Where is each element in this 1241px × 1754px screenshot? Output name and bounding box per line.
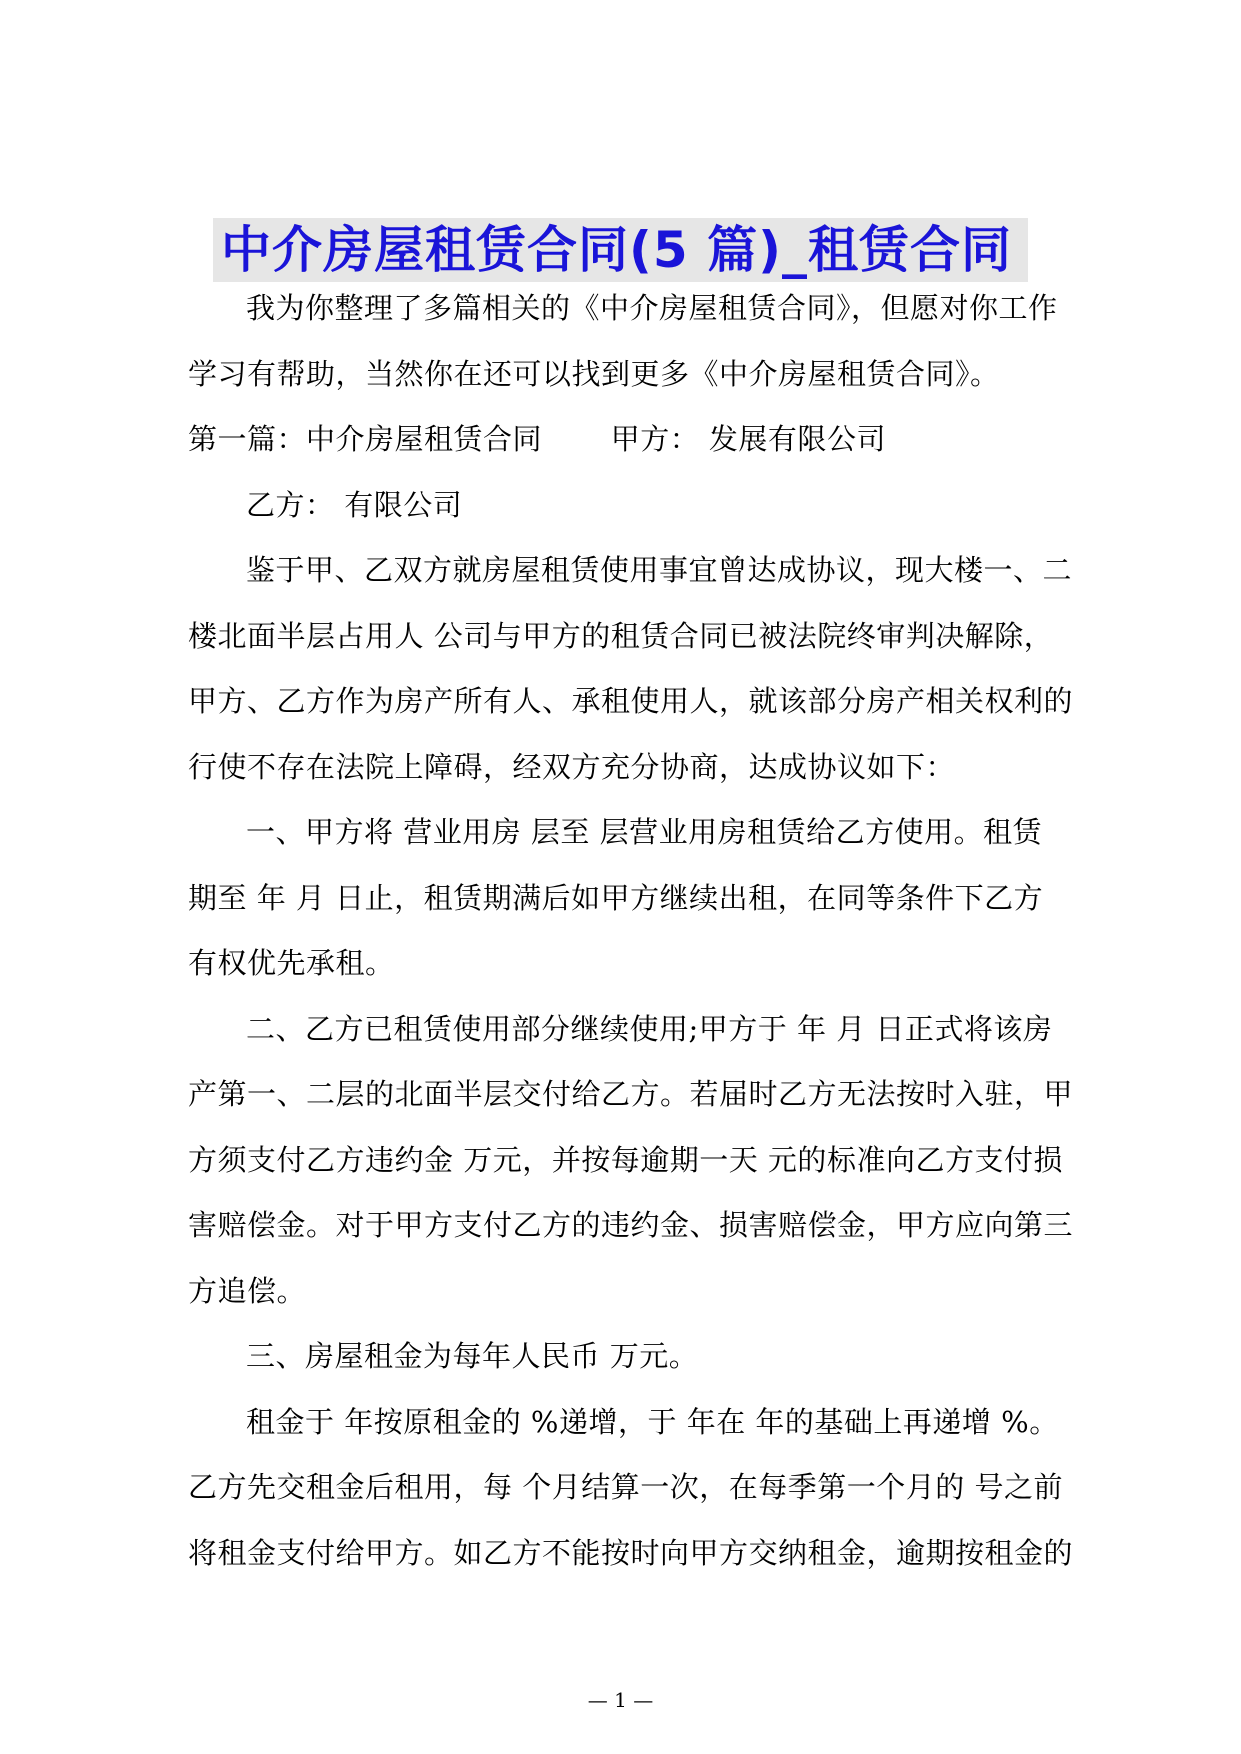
body-line: 鉴于甲、乙双方就房屋租赁使用事宜曾达成协议，现大楼一、二 [246,553,1073,587]
body-line: 三、房屋租金为每年人民币 万元。 [246,1339,699,1373]
body-line: 一、甲方将 营业用房 层至 层营业用房租赁给乙方使用。租赁 [246,815,1043,849]
body-line: 我为你整理了多篇相关的《中介房屋租赁合同》，但愿对你工作 [246,291,1058,325]
body-line: 甲方、乙方作为房产所有人、承租使用人，就该部分房产相关权利的 [188,684,1074,718]
body-line: 学习有帮助，当然你在还可以找到更多《中介房屋租赁合同》。 [188,356,1000,391]
body-line: 租金于 年按原租金的 %递增，于 年在 年的基础上再递增 %。 [246,1404,1059,1439]
document-title: 中介房屋租赁合同(5 篇)_租赁合同 [213,218,1028,282]
body-line: 有权优先承租。 [188,946,395,980]
document-body [188,276,1074,1586]
body-line: 产第一、二层的北面半层交付给乙方。若届时乙方无法按时入驻，甲 [188,1077,1074,1111]
body-line: 方追偿。 [188,1273,307,1308]
body-line: 二、乙方已租赁使用部分继续使用;甲方于 年 月 日正式将该房 [246,1011,1053,1046]
body-line: 第一篇：中介房屋租赁合同 甲方： 发展有限公司 [188,422,886,456]
body-line: 将租金支付给甲方。如乙方不能按时向甲方交纳租金，逾期按租金的 [188,1535,1074,1570]
body-line: 乙方先交租金后租用，每 个月结算一次，在每季第一个月的 号之前 [188,1470,1063,1504]
title-container [0,218,1241,282]
body-line: 害赔偿金。对于甲方支付乙方的违约金、损害赔偿金，甲方应向第三 [188,1208,1074,1242]
body-line: 期至 年 月 日止，租赁期满后如甲方继续出租，在同等条件下乙方 [188,880,1044,915]
body-line: 方须支付乙方违约金 万元，并按每逾期一天 元的标准向乙方支付损 [188,1142,1063,1177]
page-number: — 1 — [587,1688,654,1712]
body-line: 行使不存在法院上障碍，经双方充分协商，达成协议如下： [188,749,956,784]
body-line: 乙方： 有限公司 [246,487,463,522]
body-line: 楼北面半层占用人 公司与甲方的租赁合同已被法院终审判决解除， [188,618,1054,653]
